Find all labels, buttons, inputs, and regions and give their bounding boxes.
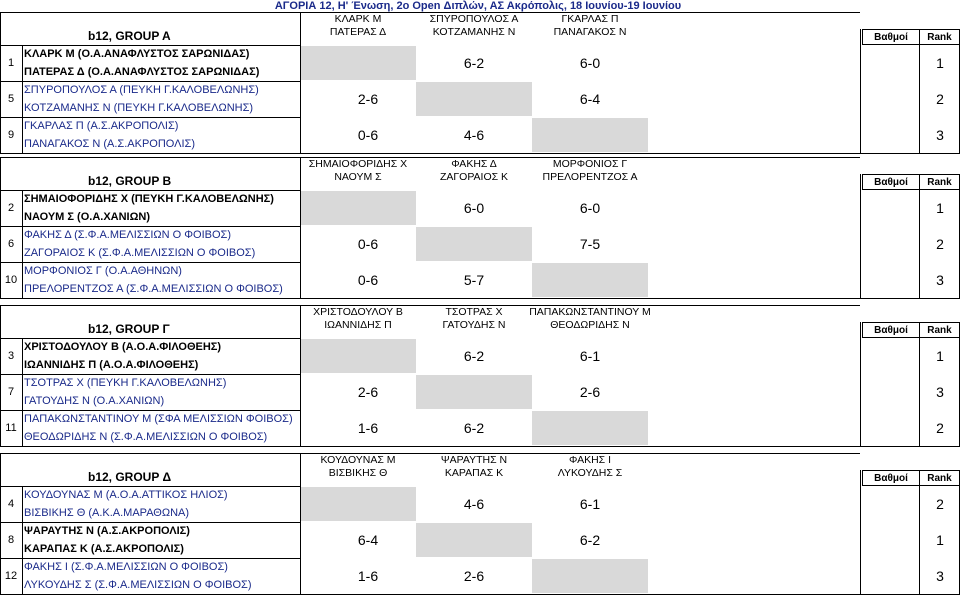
- player-name: ΦΑΚΗΣ Δ (Σ.Φ.Α.ΜΕΛΙΣΣΙΩΝ Ο ΦΟΙΒΟΣ): [24, 229, 232, 241]
- player-name: ΙΩΑΝΝΙΔΗΣ Π (Α.Ο.Α.ΦΙΛΟΘΕΗΣ): [24, 359, 199, 371]
- rank-value: 3: [936, 127, 944, 143]
- grid-line: [300, 153, 860, 154]
- grid-line: [22, 45, 23, 153]
- match-score: 1-6: [357, 568, 379, 584]
- match-score: 1-6: [357, 420, 379, 436]
- grid-line: [0, 157, 1, 299]
- grid-line: [22, 190, 23, 298]
- column-header-line: ΤΣΟΤΡΑΣ Χ: [445, 306, 503, 318]
- table-row: [0, 190, 960, 226]
- group-title: b12, GROUP B: [88, 174, 172, 188]
- column-header-line: ΨΑΡΑΥΤΗΣ Ν: [440, 454, 508, 466]
- column-header: [412, 454, 536, 486]
- grid-line: [22, 338, 23, 446]
- column-header-line: ΠΑΤΕΡΑΣ Δ: [329, 26, 387, 38]
- grid-line: [919, 29, 920, 154]
- grid-line: [860, 446, 960, 447]
- table-row: [0, 226, 960, 262]
- table-row: [0, 374, 960, 410]
- match-score: 2-6: [357, 384, 379, 400]
- match-score: 6-0: [579, 55, 601, 71]
- rank-value: 3: [936, 384, 944, 400]
- column-header-line: ΛΥΚΟΥΔΗΣ Σ: [557, 467, 623, 479]
- group-table: [0, 305, 960, 445]
- column-header: [296, 306, 420, 338]
- points-header: Βαθμοί: [862, 174, 920, 190]
- grid-line: [919, 174, 920, 299]
- seed-number: 2: [7, 202, 15, 214]
- column-header-line: ΚΑΡΑΠΑΣ Κ: [444, 467, 504, 479]
- grid-line: [300, 12, 860, 13]
- grid-line: [300, 453, 860, 454]
- seed-number: 4: [7, 498, 15, 510]
- match-score: 6-0: [463, 200, 485, 216]
- column-header-line: ΓΑΤΟΥΔΗΣ Ν: [442, 319, 506, 331]
- rank-value: 1: [936, 55, 944, 71]
- seed-number: 6: [7, 238, 15, 250]
- player-name: ΠΑΠΑΚΩΝΣΤΑΝΤΙΝΟΥ Μ (ΣΦΑ ΜΕΛΙΣΣΙΩΝ ΦΟΙΒΟΣ): [24, 413, 293, 425]
- group-table: [0, 453, 960, 593]
- player-name: ΣΠΥΡΟΠΟΥΛΟΣ Α (ΠΕΥΚΗ Γ.ΚΑΛΟΒΕΛΩΝΗΣ): [24, 84, 259, 96]
- column-header-line: ΝΑΟΥΜ Σ: [334, 171, 382, 183]
- grid-line: [0, 453, 300, 454]
- grid-line: [300, 157, 301, 299]
- grid-line: [860, 470, 861, 595]
- match-score: 6-1: [579, 348, 601, 364]
- table-row: [0, 338, 960, 374]
- player-name: ΦΑΚΗΣ Ι (Σ.Φ.Α.ΜΕΛΙΣΣΙΩΝ Ο ΦΟΙΒΟΣ): [24, 561, 228, 573]
- rank-value: 2: [936, 420, 944, 436]
- player-name: ΠΑΤΕΡΑΣ Δ (Ο.Α.ΑΝΑΦΛΥΣΤΟΣ ΣΑΡΩΝΙΔΑΣ): [24, 66, 260, 78]
- rank-header: Rank: [919, 174, 960, 190]
- column-header-line: ΣΗΜΑΙΟΦΟΡΙΔΗΣ Χ: [308, 158, 408, 170]
- column-header-line: ΣΠΥΡΟΠΟΥΛΟΣ Α: [429, 13, 519, 25]
- column-header: [412, 13, 536, 45]
- diagonal-cell: [300, 487, 416, 521]
- player-name: ΚΟΤΖΑΜΑΝΗΣ Ν (ΠΕΥΚΗ Γ.ΚΑΛΟΒΕΛΩΝΗΣ): [24, 102, 254, 114]
- rank-value: 1: [936, 348, 944, 364]
- player-name: ΖΑΓΟΡΑΙΟΣ Κ (Σ.Φ.Α.ΜΕΛΙΣΣΙΩΝ Ο ΦΟΙΒΟΣ): [24, 247, 256, 259]
- column-header-line: ΧΡΙΣΤΟΔΟΥΛΟΥ Β: [313, 306, 403, 318]
- table-row: [0, 486, 960, 522]
- column-header-line: ΦΑΚΗΣ Ι: [569, 454, 611, 466]
- diagonal-cell: [532, 559, 648, 593]
- table-row: [0, 45, 960, 81]
- group-table: [0, 157, 960, 297]
- seed-number: 1: [7, 57, 15, 69]
- match-score: 6-2: [463, 420, 485, 436]
- rank-value: 1: [936, 200, 944, 216]
- seed-number: 11: [5, 422, 17, 434]
- column-header: [528, 13, 652, 45]
- player-name: ΓΚΑΡΛΑΣ Π (Α.Σ.ΑΚΡΟΠΟΛΙΣ): [24, 120, 179, 132]
- player-name: ΣΗΜΑΙΟΦΟΡΙΔΗΣ Χ (ΠΕΥΚΗ Γ.ΚΑΛΟΒΕΛΩΝΗΣ): [24, 193, 274, 205]
- diagonal-cell: [416, 227, 532, 261]
- column-header: [412, 306, 536, 338]
- player-name: ΠΑΝΑΓΑΚΟΣ Ν (Α.Σ.ΑΚΡΟΠΟΛΙΣ): [24, 138, 196, 150]
- column-header-line: ΘΕΟΔΩΡΙΔΗΣ Ν: [550, 319, 630, 331]
- grid-line: [0, 12, 1, 154]
- match-score: 0-6: [357, 127, 379, 143]
- diagonal-cell: [416, 82, 532, 116]
- match-score: 2-6: [357, 91, 379, 107]
- match-score: 0-6: [357, 272, 379, 288]
- grid-line: [300, 305, 301, 447]
- seed-number: 7: [7, 386, 15, 398]
- column-header: [528, 158, 652, 190]
- match-score: 2-6: [579, 384, 601, 400]
- column-header-line: ΙΩΑΝΝΙΔΗΣ Π: [324, 319, 392, 331]
- column-header: [296, 454, 420, 486]
- player-name: ΘΕΟΔΩΡΙΔΗΣ Ν (Σ.Φ.Α.ΜΕΛΙΣΣΙΩΝ Ο ΦΟΙΒΟΣ): [24, 431, 268, 443]
- column-header-line: ΒΙΣΒΙΚΗΣ Θ: [328, 467, 388, 479]
- player-name: ΠΡΕΛΟΡΕΝΤΖΟΣ Α (Σ.Φ.Α.ΜΕΛΙΣΣΙΩΝ Ο ΦΟΙΒΟΣ): [24, 283, 283, 295]
- table-row: [0, 117, 960, 153]
- match-score: 6-4: [357, 532, 379, 548]
- column-header-line: ΚΟΥΔΟΥΝΑΣ Μ: [320, 454, 396, 466]
- column-header-line: ΠΑΝΑΓΑΚΟΣ Ν: [553, 26, 627, 38]
- match-score: 6-4: [579, 91, 601, 107]
- diagonal-cell: [416, 375, 532, 409]
- player-name: ΨΑΡΑΥΤΗΣ Ν (Α.Σ.ΑΚΡΟΠΟΛΙΣ): [24, 525, 190, 537]
- match-score: 4-6: [463, 496, 485, 512]
- grid-line: [860, 174, 861, 299]
- grid-line: [0, 153, 300, 154]
- seed-number: 5: [7, 93, 15, 105]
- column-header: [412, 158, 536, 190]
- table-row: [0, 410, 960, 446]
- diagonal-cell: [532, 411, 648, 445]
- player-name: ΧΡΙΣΤΟΔΟΥΛΟΥ Β (Α.Ο.Α.ΦΙΛΟΘΕΗΣ): [24, 341, 222, 353]
- grid-line: [0, 298, 300, 299]
- rank-value: 3: [936, 568, 944, 584]
- match-score: 6-0: [579, 200, 601, 216]
- column-header-line: ΦΑΚΗΣ Δ: [451, 158, 497, 170]
- diagonal-cell: [300, 191, 416, 225]
- table-row: [0, 81, 960, 117]
- seed-number: 8: [7, 534, 15, 546]
- table-row: [0, 262, 960, 298]
- group-title: b12, GROUP Δ: [88, 470, 172, 484]
- player-name: ΒΙΣΒΙΚΗΣ Θ (Α.Κ.Α.ΜΑΡΑΘΩΝΑ): [24, 507, 190, 519]
- diagonal-cell: [300, 339, 416, 373]
- match-score: 4-6: [463, 127, 485, 143]
- column-header-line: ΚΟΤΖΑΜΑΝΗΣ Ν: [432, 26, 516, 38]
- match-score: 2-6: [463, 568, 485, 584]
- player-name: ΝΑΟΥΜ Σ (Ο.Α.ΧΑΝΙΩΝ): [24, 211, 151, 223]
- column-header: [528, 454, 652, 486]
- grid-line: [0, 12, 300, 13]
- seed-number: 10: [4, 274, 18, 286]
- rank-header: Rank: [919, 470, 960, 486]
- grid-line: [0, 446, 300, 447]
- grid-line: [0, 157, 300, 158]
- player-name: ΓΑΤΟΥΔΗΣ Ν (Ο.Α.ΧΑΝΙΩΝ): [24, 395, 165, 407]
- grid-line: [300, 157, 860, 158]
- grid-line: [0, 453, 1, 595]
- column-header-line: ΖΑΓΟΡΑΙΟΣ Κ: [439, 171, 509, 183]
- player-name: ΚΛΑΡΚ Μ (Ο.Α.ΑΝΑΦΛΥΣΤΟΣ ΣΑΡΩΝΙΔΑΣ): [24, 48, 250, 60]
- group-title: b12, GROUP Γ: [88, 322, 170, 336]
- grid-line: [860, 322, 861, 447]
- grid-line: [300, 298, 860, 299]
- player-name: ΛΥΚΟΥΔΗΣ Σ (Σ.Φ.Α.ΜΕΛΙΣΣΙΩΝ Ο ΦΟΙΒΟΣ): [24, 579, 252, 591]
- diagonal-cell: [532, 118, 648, 152]
- match-score: 0-6: [357, 236, 379, 252]
- seed-number: 12: [4, 570, 18, 582]
- match-score: 6-2: [579, 532, 601, 548]
- player-name: ΚΟΥΔΟΥΝΑΣ Μ (Α.Ο.Α.ΑΤΤΙΚΟΣ ΗΛΙΟΣ): [24, 489, 228, 501]
- grid-line: [300, 446, 860, 447]
- grid-line: [300, 453, 301, 595]
- match-score: 6-1: [579, 496, 601, 512]
- page-header: ΑΓΟΡΙΑ 12, Η' Ένωση, 2ο Open Διπλών, ΑΣ Ακρόπολις, 18 Ιουνίου-19 Ιουνίου: [274, 0, 682, 12]
- rank-value: 2: [936, 236, 944, 252]
- match-score: 6-2: [463, 55, 485, 71]
- column-header: [296, 158, 420, 190]
- column-header-line: ΜΟΡΦΟΝΙΟΣ Γ: [552, 158, 628, 170]
- column-header-line: ΓΚΑΡΛΑΣ Π: [561, 13, 619, 25]
- grid-line: [860, 298, 960, 299]
- group-title: b12, GROUP A: [88, 29, 171, 43]
- points-header: Βαθμοί: [862, 470, 920, 486]
- group-table: [0, 12, 960, 152]
- player-name: ΜΟΡΦΟΝΙΟΣ Γ (Ο.Α.ΑΘΗΝΩΝ): [24, 265, 182, 277]
- rank-value: 2: [936, 496, 944, 512]
- rank-value: 3: [936, 272, 944, 288]
- grid-line: [919, 322, 920, 447]
- column-header-line: ΠΡΕΛΟΡΕΝΤΖΟΣ Α: [542, 171, 638, 183]
- player-name: ΤΣΟΤΡΑΣ Χ (ΠΕΥΚΗ Γ.ΚΑΛΟΒΕΛΩΝΗΣ): [24, 377, 227, 389]
- diagonal-cell: [300, 46, 416, 80]
- grid-line: [22, 486, 23, 594]
- match-score: 7-5: [579, 236, 601, 252]
- diagonal-cell: [416, 523, 532, 557]
- rank-header: Rank: [919, 322, 960, 338]
- match-score: 6-2: [463, 348, 485, 364]
- grid-line: [300, 12, 301, 154]
- table-row: [0, 558, 960, 594]
- rank-header: Rank: [919, 29, 960, 45]
- column-header-line: ΚΛΑΡΚ Μ: [334, 13, 382, 25]
- player-name: ΚΑΡΑΠΑΣ Κ (Α.Σ.ΑΚΡΟΠΟΛΙΣ): [24, 543, 184, 555]
- grid-line: [860, 153, 960, 154]
- column-header: [528, 306, 652, 338]
- rank-value: 2: [936, 91, 944, 107]
- grid-line: [0, 305, 300, 306]
- grid-line: [860, 29, 861, 154]
- grid-line: [919, 470, 920, 595]
- points-header: Βαθμοί: [862, 322, 920, 338]
- seed-number: 9: [7, 129, 15, 141]
- match-score: 5-7: [463, 272, 485, 288]
- diagonal-cell: [532, 263, 648, 297]
- column-header: [296, 13, 420, 45]
- rank-value: 1: [936, 532, 944, 548]
- points-header: Βαθμοί: [862, 29, 920, 45]
- seed-number: 3: [7, 350, 15, 362]
- table-row: [0, 522, 960, 558]
- grid-line: [300, 305, 860, 306]
- grid-line: [0, 305, 1, 447]
- column-header-line: ΠΑΠΑΚΩΝΣΤΑΝΤΙΝΟΥ Μ: [529, 306, 651, 318]
